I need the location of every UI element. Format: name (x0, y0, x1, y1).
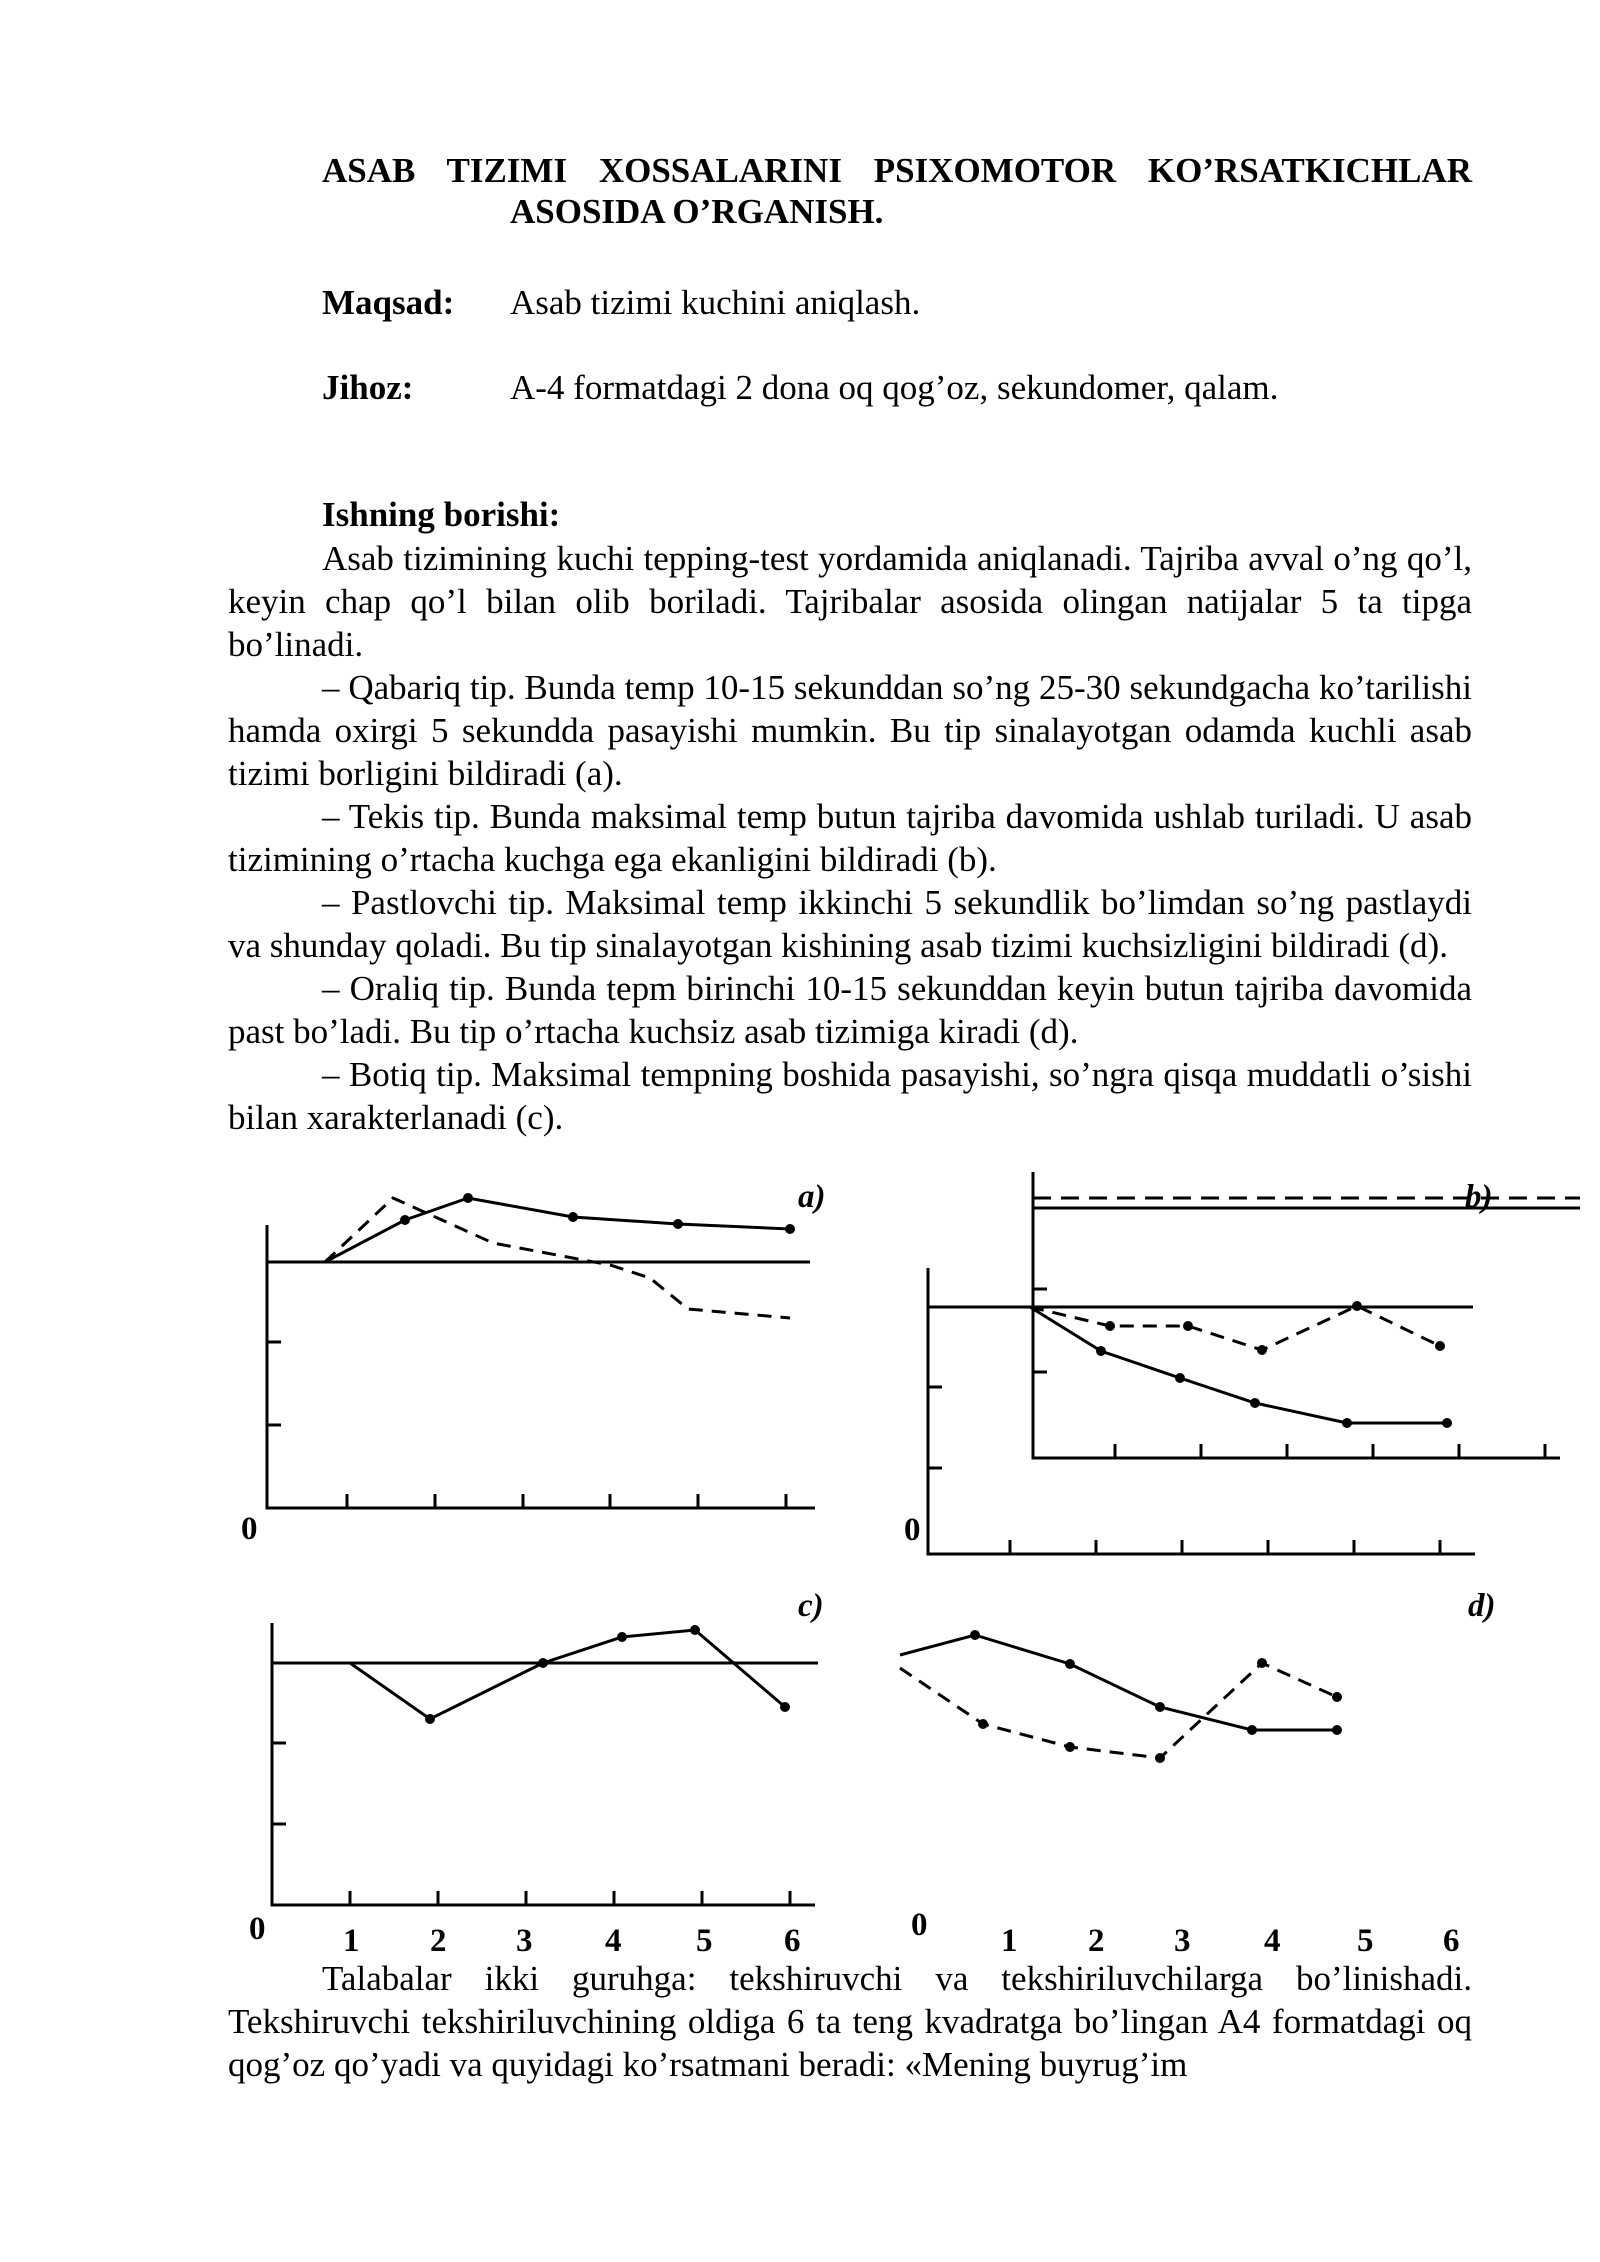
paragraph: – Oraliq tip. Bunda tepm birinchi 10-15 sekunddan keyin butun tajriba davomida past bo’ladi. Bu tip o’rtacha kuchsiz asab tizimiga kiradi (d). (228, 969, 1472, 1051)
panel-a-solid-series (325, 1198, 790, 1262)
tick-label: 1 (343, 1923, 360, 1959)
panel-c-zero-label: 0 (249, 1911, 266, 1947)
panel-c-label: c) (798, 1588, 824, 1624)
paragraph: Talabalar ikki guruhga: tekshiruvchi va tekshiriluvchilarga bo’linishadi. Tekshiruvchi tekshiriluvchining oldiga 6 ta teng kvadratga bo’lingan A4 formatdagi oq qog’oz qo’yadi va quyidagi ko’rsatmani beradi: «Mening buyrug’im (228, 1959, 1472, 2084)
maqsad-value: Asab tizimi kuchini aniqlash. (510, 283, 921, 322)
paragraph: – Botiq tip. Maksimal tempning boshida pasayishi, so’ngra qisqa muddatli o’sishi bilan xarakterlanadi (c). (228, 1055, 1472, 1137)
panel-a-zero-label: 0 (241, 1511, 258, 1547)
panel-d-dashed-series (900, 1663, 1337, 1758)
paragraph: – Pastlovchi tip. Maksimal temp ikkinchi 5 sekundlik bo’limdan so’ng pastlaydi va shunday qoladi. Bu tip sinalayotgan kishining asab tizimi kuchsizligini bildiradi (d). (228, 883, 1472, 965)
panel-a-label: a) (798, 1179, 826, 1215)
tick-label: 6 (1443, 1923, 1460, 1959)
tick-label: 2 (430, 1923, 447, 1959)
jihoz-value: A-4 formatdagi 2 dona oq qog’oz, sekundomer, qalam. (510, 368, 1279, 407)
title-line-2: ASOSIDA O’RGANISH. (510, 192, 884, 231)
tick-label: 4 (1264, 1923, 1281, 1959)
panel-b-solid-series (1030, 1307, 1447, 1423)
panel-b (928, 1172, 1580, 1554)
panel-b-axes (928, 1268, 1475, 1554)
panel-d (900, 1635, 1337, 1758)
panel-c-series (350, 1630, 785, 1719)
title-line-1: ASAB TIZIMI XOSSALARINI PSIXOMOTOR KO’RSATKICHLAR (322, 151, 1472, 190)
tick-label: 3 (516, 1923, 533, 1959)
panel-a-axes (267, 1225, 815, 1508)
tick-label: 3 (1174, 1923, 1191, 1959)
panel-b-zero-label: 0 (904, 1512, 921, 1548)
paragraph: – Tekis tip. Bunda maksimal temp butun tajriba davomida ushlab turiladi. U asab tizimining o’rtacha kuchga ega ekanligini bildiradi (b). (228, 797, 1472, 879)
panel-a (267, 1198, 815, 1508)
panel-a-dashed-series (325, 1198, 790, 1318)
tick-label: 1 (1001, 1923, 1018, 1959)
jihoz-label: Jihoz: (322, 368, 414, 407)
panel-b-label: b) (1465, 1179, 1493, 1215)
tick-label: 6 (784, 1923, 801, 1959)
tick-label: 2 (1088, 1923, 1105, 1959)
tick-label: 4 (605, 1923, 622, 1959)
panel-d-solid-series (900, 1635, 1337, 1730)
tick-label: 5 (696, 1923, 713, 1959)
panel-d-zero-label: 0 (911, 1907, 928, 1943)
maqsad-label: Maqsad: (322, 283, 455, 322)
panel-d-label: d) (1468, 1588, 1496, 1624)
paragraph: Asab tizimining kuchi tepping-test yordamida aniqlanadi. Tajriba avval o’ng qo’l, keyin chap qo’l bilan olib boriladi. Tajribalar asosida olingan natijalar 5 ta tipga bo’linadi. (228, 539, 1472, 664)
tick-label: 5 (1357, 1923, 1374, 1959)
paragraph: – Qabariq tip. Bunda temp 10-15 sekunddan so’ng 25-30 sekundgacha ko’tarilishi hamda oxirgi 5 sekundda pasayishi mumkin. Bu tip sinalayotgan odamda kuchli asab tizimi borligini bildiradi (a). (228, 668, 1472, 793)
section-heading: Ishning borishi: (322, 495, 561, 534)
body-text-after-figure (228, 1957, 1472, 2086)
